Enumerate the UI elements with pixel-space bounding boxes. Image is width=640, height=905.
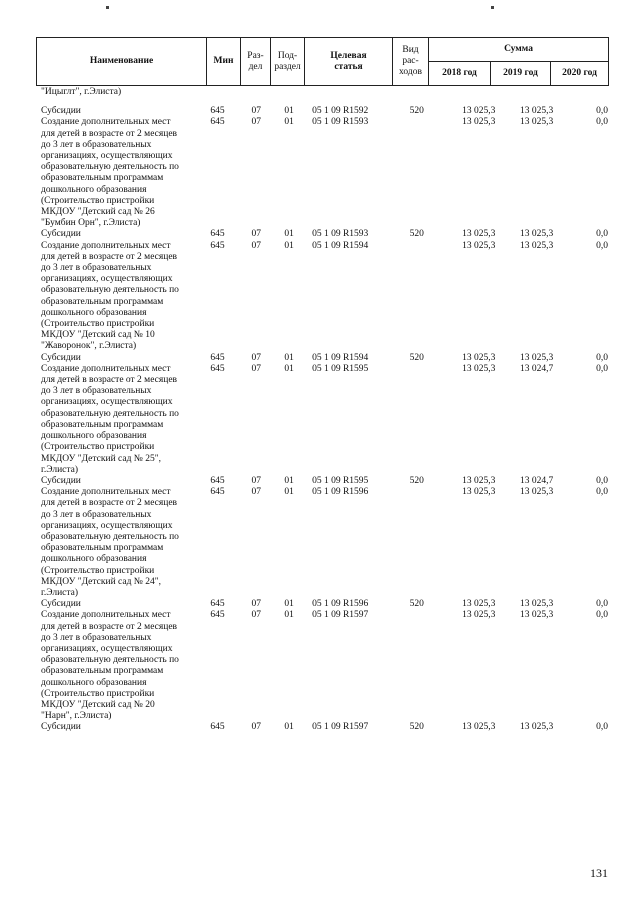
cell-min: 645 [210, 487, 225, 498]
cell-y3: 0,0 [596, 117, 608, 128]
cell-y1: 13 025,3 [462, 599, 496, 610]
cell-cel: 05 1 09 R1595 [312, 475, 369, 486]
cell-name: Создание дополнительных мест для детей в возрасте от 2 месяцев до 3 лет в образовательных организациях, осуществляющих образовательную деятельность по образовательным программам дошкольного образования (Строительство пристройки МКДОУ "Детский сад № 24", г.Элиста) [41, 487, 179, 598]
cell-vid: 520 [409, 475, 424, 486]
cell-pod: 01 [284, 722, 294, 733]
cell-name: Создание дополнительных мест для детей в возрасте от 2 месяцев до 3 лет в образовательных организациях, осуществляющих образовательную деятельность по образовательным программам дошкольного образования (Строительство пристройки МКДОУ "Детский сад № 10 "Жаворонок", г.Элиста) [41, 240, 179, 352]
table-row [41, 487, 608, 599]
header-celevaya: Целевая статья [305, 38, 393, 86]
cell-y1: 13 025,3 [462, 229, 496, 240]
cell-y2: 13 024,7 [519, 475, 554, 486]
cell-razd [238, 87, 274, 98]
cell-cel: 05 1 09 R1596 [312, 599, 369, 610]
cell-pod: 01 [284, 363, 294, 374]
cell-razd: 07 [251, 487, 261, 498]
cell-razd: 07 [251, 610, 261, 621]
cell-y2: 13 025,3 [519, 106, 554, 117]
cell-vid [398, 610, 436, 722]
cell-y1 [436, 87, 496, 98]
header-vid: Вид рас- ходов [393, 38, 429, 86]
cell-name: Создание дополнительных мест для детей в возрасте от 2 месяцев до 3 лет в образовательных организациях, осуществляющих образовательную деятельность по образовательным программам дошкольного образования (Строительство пристройки МКДОУ "Детский сад № 20 "Нарн", г.Элиста) [41, 610, 179, 722]
cell-min: 645 [210, 599, 225, 610]
header-2018: 2018 год [429, 62, 491, 86]
cell-vid [398, 241, 436, 353]
cell-name: Создание дополнительных мест для детей в возрасте от 2 месяцев до 3 лет в образовательных организациях, осуществляющих образовательную деятельность по образовательным программам дошкольного образования (Строительство пристройки МКДОУ "Детский сад № 26 "Бумбин Орн", г.Элиста) [41, 117, 179, 229]
header-summa: Сумма [429, 38, 609, 62]
cell-pod: 01 [284, 240, 294, 251]
cell-razd: 07 [251, 117, 261, 128]
cell-y1: 13 025,3 [462, 722, 496, 733]
cell-name: Субсидии [41, 352, 81, 363]
table-row [41, 353, 608, 364]
cell-y1: 13 025,3 [462, 106, 496, 117]
table-row [41, 117, 608, 229]
cell-cel: 05 1 09 R1597 [312, 722, 369, 733]
table-row [41, 610, 608, 722]
table-row [41, 241, 608, 353]
cell-min: 645 [210, 240, 225, 251]
cell-cel: 05 1 09 R1594 [312, 352, 369, 363]
cell-razd: 07 [251, 352, 261, 363]
cell-y3: 0,0 [596, 599, 608, 610]
cell-y3: 0,0 [596, 610, 608, 621]
cell-vid [398, 364, 436, 476]
cell-cel: 05 1 09 R1593 [312, 117, 369, 128]
cell-vid [398, 117, 436, 229]
cell-y1: 13 025,3 [462, 487, 496, 498]
cell-y2: 13 025,3 [519, 722, 554, 733]
cell-pod: 01 [284, 475, 294, 486]
table-row [41, 106, 608, 117]
table-row [41, 476, 608, 487]
cell-y2: 13 025,3 [519, 599, 554, 610]
cell-min: 645 [210, 117, 225, 128]
cell-y2: 13 025,3 [519, 229, 554, 240]
cell-vid: 520 [409, 229, 424, 240]
cell-y3: 0,0 [596, 106, 608, 117]
cell-cel: 05 1 09 R1597 [312, 610, 369, 621]
cell-cel: 05 1 09 R1594 [312, 240, 369, 251]
scan-mark-left [106, 6, 109, 9]
cell-y1: 13 025,3 [462, 240, 496, 251]
cell-min: 645 [210, 352, 225, 363]
cell-name: Создание дополнительных мест для детей в возрасте от 2 месяцев до 3 лет в образовательных организациях, осуществляющих образовательную деятельность по образовательным программам дошкольного образования (Строительство пристройки МКДОУ "Детский сад № 25", г.Элиста) [41, 363, 179, 475]
table-row [41, 364, 608, 476]
cell-y1: 13 025,3 [462, 610, 496, 621]
scan-mark-right [491, 6, 494, 9]
cell-y3: 0,0 [596, 240, 608, 251]
cell-y1: 13 025,3 [462, 475, 496, 486]
cell-y2: 13 025,3 [519, 352, 554, 363]
cell-razd: 07 [251, 363, 261, 374]
cell-name: Субсидии [41, 475, 81, 486]
cell-y2 [495, 87, 553, 98]
cell-cel: 05 1 09 R1592 [312, 106, 369, 117]
cell-y3: 0,0 [596, 363, 608, 374]
cell-y3 [553, 87, 608, 98]
cell-cel [304, 87, 398, 98]
cell-vid [398, 87, 436, 98]
cell-y3: 0,0 [596, 229, 608, 240]
cell-pod: 01 [284, 106, 294, 117]
cell-razd: 07 [251, 106, 261, 117]
cell-cel: 05 1 09 R1595 [312, 363, 369, 374]
cell-min [208, 87, 238, 98]
cell-y2: 13 024,7 [519, 363, 554, 374]
table-row [41, 229, 608, 240]
header-razdel: Раз- дел [241, 38, 271, 86]
cell-vid: 520 [409, 352, 424, 363]
cell-cel: 05 1 09 R1596 [312, 487, 369, 498]
cell-y1: 13 025,3 [462, 117, 496, 128]
cell-vid: 520 [409, 106, 424, 117]
header-2019: 2019 год [491, 62, 551, 86]
cell-pod: 01 [284, 117, 294, 128]
cell-min: 645 [210, 475, 225, 486]
cell-pod: 01 [284, 352, 294, 363]
cell-y3: 0,0 [596, 722, 608, 733]
cell-y2: 13 025,3 [519, 240, 554, 251]
cell-y2: 13 025,3 [519, 610, 554, 621]
cell-min: 645 [210, 610, 225, 621]
cell-y2: 13 025,3 [519, 487, 554, 498]
cell-min: 645 [210, 106, 225, 117]
cell-razd: 07 [251, 722, 261, 733]
cell-name: Субсидии [41, 229, 81, 240]
cell-name: "Ицыглт", г.Элиста) [41, 87, 122, 97]
cell-pod [274, 87, 304, 98]
cell-y1: 13 025,3 [462, 352, 496, 363]
table-row [41, 87, 608, 98]
table-row [41, 599, 608, 610]
cell-razd: 07 [251, 229, 261, 240]
cell-min: 645 [210, 722, 225, 733]
header-2020: 2020 год [551, 62, 609, 86]
cell-y2: 13 025,3 [519, 117, 554, 128]
cell-pod: 01 [284, 610, 294, 621]
row-spacer [41, 98, 608, 106]
cell-name: Субсидии [41, 722, 81, 733]
cell-vid: 520 [409, 722, 424, 733]
cell-pod: 01 [284, 487, 294, 498]
cell-pod: 01 [284, 229, 294, 240]
cell-razd: 07 [251, 475, 261, 486]
cell-y3: 0,0 [596, 352, 608, 363]
cell-pod: 01 [284, 599, 294, 610]
table-header [36, 37, 609, 86]
cell-vid: 520 [409, 599, 424, 610]
page-number: 131 [590, 866, 608, 880]
cell-cel: 05 1 09 R1593 [312, 229, 369, 240]
cell-y1: 13 025,3 [462, 363, 496, 374]
header-min: Мин [207, 38, 241, 86]
header-name: Наименование [37, 38, 207, 86]
header-podrazdel: Под- раздел [271, 38, 305, 86]
cell-razd: 07 [251, 240, 261, 251]
table-body [41, 87, 608, 734]
cell-min: 645 [210, 363, 225, 374]
cell-min: 645 [210, 229, 225, 240]
cell-y3: 0,0 [596, 475, 608, 486]
cell-y3: 0,0 [596, 487, 608, 498]
cell-name: Субсидии [41, 106, 81, 117]
cell-name: Субсидии [41, 599, 81, 610]
cell-vid [398, 487, 436, 599]
table-row [41, 722, 608, 733]
cell-razd: 07 [251, 599, 261, 610]
